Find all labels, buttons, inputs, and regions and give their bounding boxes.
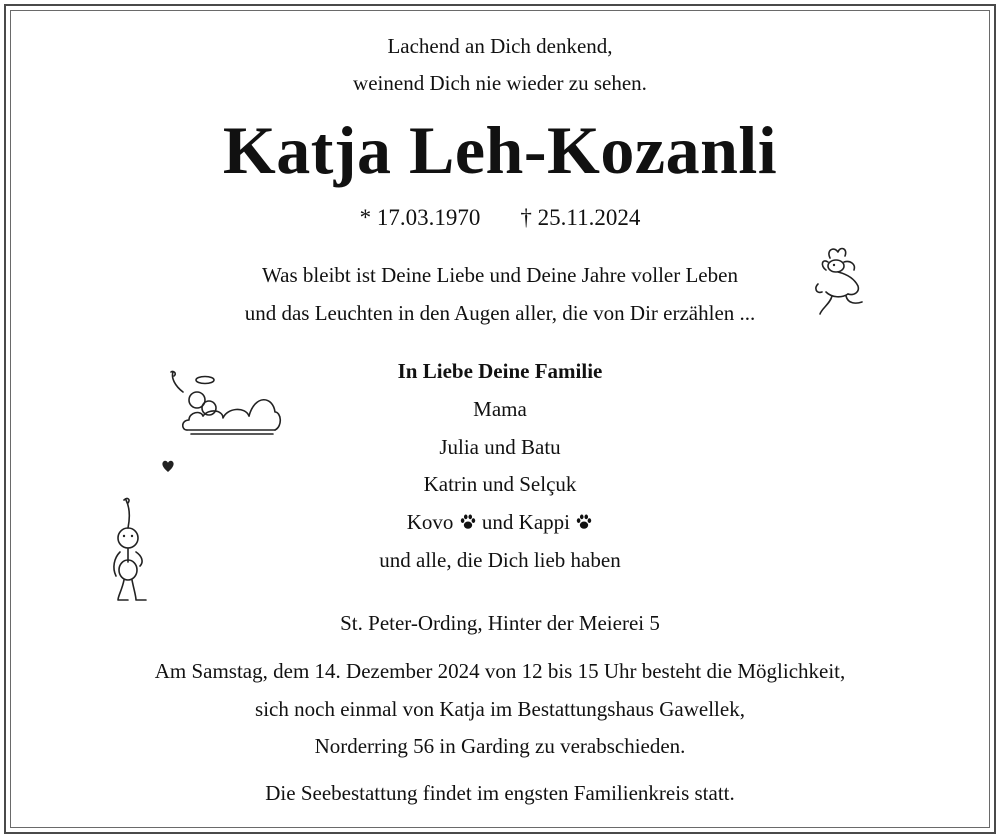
farewell-line-3: Norderring 56 in Garding zu verabschieden. bbox=[314, 734, 686, 758]
paw-icon bbox=[459, 513, 477, 531]
death-date: † 25.11.2024 bbox=[520, 205, 641, 230]
deceased-name: Katja Leh-Kozanli bbox=[222, 112, 778, 188]
life-dates bbox=[0, 205, 1000, 231]
family-member-katrin: Katrin und Selçuk bbox=[423, 472, 577, 496]
verse-line-1: Lachend an Dich denkend, bbox=[387, 34, 613, 58]
paw-icon bbox=[575, 513, 593, 531]
family-heading: In Liebe Deine Familie bbox=[397, 359, 603, 383]
stick-figure-icon bbox=[104, 496, 154, 606]
family-member-mama: Mama bbox=[473, 397, 527, 421]
angel-rabbit-icon bbox=[808, 244, 868, 322]
cloud-figure-icon bbox=[165, 368, 285, 438]
farewell-line-1: Am Samstag, dem 14. Dezember 2024 von 12 bis 15 Uhr besteht die Möglichkeit, bbox=[154, 659, 846, 683]
pet-kappi: und Kappi bbox=[481, 510, 570, 534]
heart-icon bbox=[160, 458, 176, 474]
verse-line-2: weinend Dich nie wieder zu sehen. bbox=[353, 71, 647, 95]
family-member-julia: Julia und Batu bbox=[439, 435, 561, 459]
closing-note: Die Seebestattung findet im engsten Familienkreis statt. bbox=[265, 781, 735, 805]
birth-date: * 17.03.1970 bbox=[359, 205, 481, 230]
address: St. Peter-Ording, Hinter der Meierei 5 bbox=[340, 611, 660, 635]
pet-kovo: Kovo bbox=[406, 510, 454, 534]
quote-line-2: und das Leuchten in den Augen aller, die von Dir erzählen ... bbox=[244, 301, 756, 325]
family-member-all: und alle, die Dich lieb haben bbox=[379, 548, 621, 572]
farewell-line-2: sich noch einmal von Katja im Bestattungshaus Gawellek, bbox=[255, 697, 745, 721]
quote-line-1: Was bleibt ist Deine Liebe und Deine Jahre voller Leben bbox=[262, 263, 738, 287]
